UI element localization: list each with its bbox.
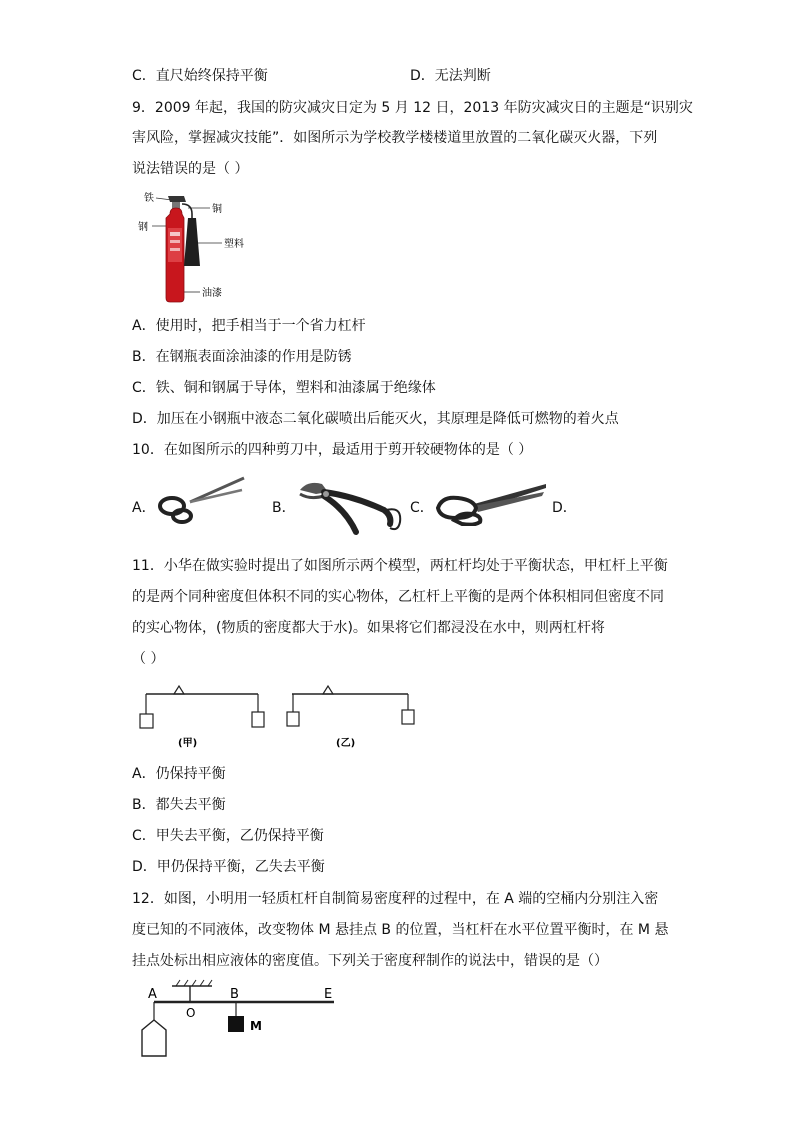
q8-option-d: D．无法判断	[410, 68, 491, 84]
fig-label-m: M	[250, 1019, 262, 1033]
q11-stem-line-3: 的实心物体，(物质的密度都大于水)。如果将它们都浸没在水中，则两杠杆将	[132, 620, 605, 636]
scissors-a-icon	[154, 474, 250, 524]
q11-option-c: C．甲失去平衡，乙仍保持平衡	[132, 828, 324, 844]
fig-label-b: B	[230, 987, 239, 1002]
fire-extinguisher-figure	[132, 188, 262, 306]
density-scale-lever-figure	[136, 976, 356, 1062]
q10-label-a: A．	[132, 500, 156, 516]
q11-option-b: B．都失去平衡	[132, 797, 226, 813]
label-steel: 钢	[138, 222, 148, 233]
scissors-c-icon	[434, 480, 550, 526]
fig-label-e: E	[324, 987, 333, 1002]
fig-label-jia: (甲)	[178, 738, 198, 748]
q9-option-b: B．在钢瓶表面涂油漆的作用是防锈	[132, 349, 352, 365]
label-plastic: 塑料	[224, 239, 244, 250]
fig-label-a: A	[148, 987, 157, 1002]
q9-stem-line-3: 说法错误的是（ ）	[132, 161, 249, 177]
lever-models-figure	[136, 682, 426, 748]
q9-option-c: C．铁、铜和钢属于导体，塑料和油漆属于绝缘体	[132, 380, 436, 396]
label-paint: 油漆	[202, 288, 222, 299]
q11-option-d: D．甲仍保持平衡，乙失去平衡	[132, 859, 325, 875]
q10-stem: 10．在如图所示的四种剪刀中，最适用于剪开较硬物体的是（ ）	[132, 442, 533, 458]
q9-stem-line-1: 9．2009 年起，我国的防灾减灾日定为 5 月 12 日，2013 年防灾减灾日的主题是“识别灾	[132, 100, 693, 116]
q10-label-b: B．	[272, 500, 296, 516]
q8-option-c: C．直尺始终保持平衡	[132, 68, 268, 84]
q11-stem-line-4: （ ）	[132, 651, 165, 667]
q10-label-c: C．	[410, 500, 434, 516]
q10-label-d: D．	[552, 500, 577, 516]
q12-stem-line-2: 度已知的不同液体，改变物体 M 悬挂点 B 的位置，当杠杆在水平位置平衡时，在 M 悬	[132, 922, 669, 938]
q11-stem-line-1: 11．小华在做实验时提出了如图所示两个模型，两杠杆均处于平衡状态，甲杠杆上平衡	[132, 558, 668, 574]
pruning-shears-b-icon	[294, 476, 404, 536]
q11-stem-line-2: 的是两个同种密度但体积不同的实心物体，乙杠杆上平衡的是两个体积相同但密度不同	[132, 589, 664, 605]
label-iron: 铁	[144, 193, 154, 204]
q12-stem-line-3: 挂点处标出相应液体的密度值。下列关于密度秤制作的说法中，错误的是（）	[132, 953, 608, 969]
q11-option-a: A．仍保持平衡	[132, 766, 226, 782]
fig-label-yi: (乙)	[336, 738, 356, 748]
q12-stem-line-1: 12．如图，小明用一轻质杠杆自制简易密度秤的过程中，在 A 端的空桶内分别注入密	[132, 891, 659, 907]
fig-label-o: O	[186, 1006, 196, 1020]
q9-option-a: A．使用时，把手相当于一个省力杠杆	[132, 318, 366, 334]
q9-option-d: D．加压在小钢瓶中液态二氧化碳喷出后能灭火，其原理是降低可燃物的着火点	[132, 411, 619, 427]
label-copper: 铜	[212, 204, 222, 215]
q9-stem-line-2: 害风险，掌握减灾技能”．如图所示为学校教学楼楼道里放置的二氧化碳灭火器，下列	[132, 130, 658, 146]
